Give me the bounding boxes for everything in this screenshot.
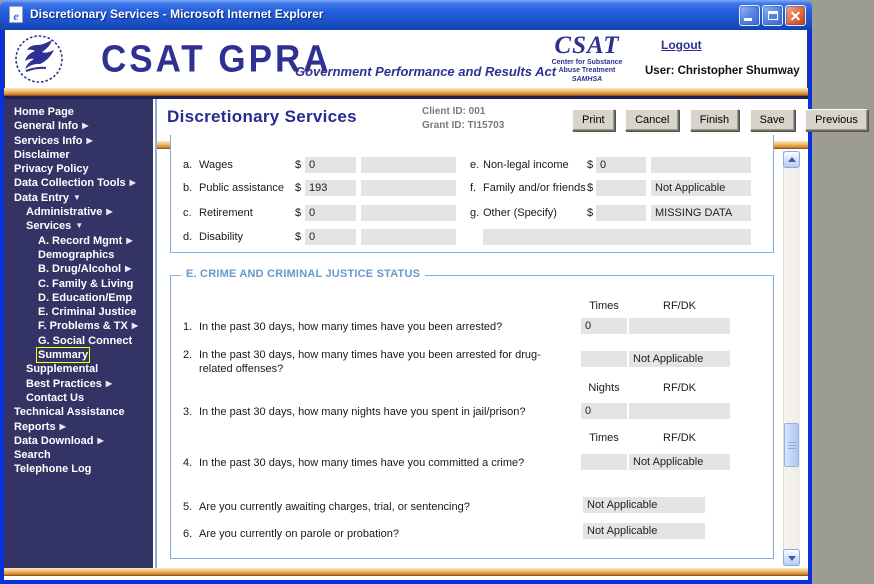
sidebar-item-disclaimer[interactable]: Disclaimer bbox=[14, 148, 70, 161]
submenu-arrow-icon: ▶ bbox=[82, 121, 89, 131]
previous-button[interactable]: Previous bbox=[805, 109, 868, 131]
scroll-up-button[interactable] bbox=[783, 151, 800, 168]
sidebar-item-supplemental[interactable]: Supplemental bbox=[26, 363, 99, 376]
client-id: Client ID: 001 bbox=[422, 106, 486, 117]
logout-link[interactable]: Logout bbox=[661, 38, 702, 52]
vertical-scrollbar[interactable] bbox=[783, 151, 800, 566]
retirement-label: Retirement bbox=[199, 207, 253, 219]
income-section: a. Wages $ 0 e. Non-legal income $ 0 b. Public assistance $ 193 f. Family and/or friends $ Not Applicable c. Retirement $ 0 g. Other (Specify) $ MISSING DATA d. Disability $ 0 bbox=[170, 135, 774, 253]
family-friends-label: Family and/or friends bbox=[483, 182, 586, 194]
scrollbar-thumb[interactable] bbox=[784, 423, 799, 467]
form-scroll-area bbox=[157, 149, 808, 568]
scroll-down-button[interactable] bbox=[783, 549, 800, 566]
bottom-divider-strip bbox=[4, 568, 808, 576]
public-assistance-amount-field[interactable]: 193 bbox=[305, 180, 356, 196]
dollar-sign: $ bbox=[587, 182, 594, 194]
sidebar-item-data-entry[interactable]: Data Entry ▼ bbox=[14, 191, 81, 204]
selected-nav-item: Summary bbox=[38, 349, 89, 362]
nights-column-header: Nights bbox=[588, 382, 620, 394]
other-specify-label: Other (Specify) bbox=[483, 207, 557, 219]
print-button[interactable]: Print bbox=[572, 109, 615, 131]
maximize-button[interactable] bbox=[762, 5, 783, 26]
public-assistance-label: Public assistance bbox=[199, 182, 284, 194]
minimize-icon bbox=[744, 18, 752, 21]
sidebar-nav bbox=[4, 99, 153, 568]
family-friends-amount-field[interactable] bbox=[596, 180, 646, 196]
retirement-rfdk-field[interactable] bbox=[361, 205, 456, 221]
submenu-arrow-icon: ▶ bbox=[129, 178, 136, 188]
sidebar-item-criminal-justice[interactable]: E. Criminal Justice bbox=[38, 306, 137, 319]
submenu-arrow-icon: ▶ bbox=[131, 321, 139, 331]
rfdk-column-header: RF/DK bbox=[663, 382, 696, 394]
window-title: Discretionary Services - Microsoft Internet Explorer bbox=[30, 7, 324, 21]
grant-id: Grant ID: TI15703 bbox=[422, 120, 505, 131]
client-grant-ids bbox=[422, 105, 504, 133]
arrested-times-field[interactable]: 0 bbox=[581, 318, 627, 334]
other-rfdk-field[interactable]: MISSING DATA bbox=[651, 205, 751, 221]
sidebar-item-problems-tx[interactable]: F. Problems & TX ▶ bbox=[38, 320, 139, 333]
wages-label: Wages bbox=[199, 159, 233, 171]
dollar-sign: $ bbox=[295, 159, 302, 171]
brand-tagline: Government Performance and Results Act bbox=[295, 64, 557, 79]
save-button[interactable]: Save bbox=[750, 109, 795, 131]
retirement-amount-field[interactable]: 0 bbox=[305, 205, 356, 221]
times-column-header: Times bbox=[589, 432, 619, 444]
sidebar-item-social-connect[interactable]: G. Social Connect bbox=[38, 334, 133, 347]
crime-section bbox=[170, 268, 774, 559]
jail-nights-field[interactable]: 0 bbox=[581, 403, 627, 419]
jail-nights-rfdk-field[interactable] bbox=[629, 403, 730, 419]
logged-in-user: User: Christopher Shumway bbox=[645, 65, 800, 77]
banner-divider-strip bbox=[4, 88, 808, 96]
submenu-arrow-icon: ▶ bbox=[105, 378, 112, 388]
rfdk-column-header: RF/DK bbox=[663, 300, 696, 312]
question-1: 1. In the past 30 days, how many times have you been arrested? bbox=[183, 321, 503, 333]
minimize-button[interactable] bbox=[739, 5, 760, 26]
sidebar-item-family-living[interactable]: C. Family & Living bbox=[38, 277, 134, 290]
dollar-sign: $ bbox=[295, 207, 302, 219]
nonlegal-income-amount-field[interactable]: 0 bbox=[596, 157, 646, 173]
hhs-eagle-logo bbox=[13, 33, 65, 85]
nonlegal-income-rfdk-field[interactable] bbox=[651, 157, 751, 173]
disability-label: Disability bbox=[199, 231, 244, 243]
csat-samhsa-logo: CSAT Center for Substance Abuse Treatment SAMHSA bbox=[551, 32, 623, 83]
sidebar-item-record-mgmt[interactable]: A. Record Mgmt ▶ bbox=[38, 234, 133, 247]
sidebar-item-education-emp[interactable]: D. Education/Emp bbox=[38, 291, 133, 304]
main-region bbox=[4, 96, 858, 568]
maximize-icon bbox=[768, 11, 778, 20]
sidebar-item-best-practices[interactable]: Best Practices ▶ bbox=[26, 377, 112, 390]
action-button-row bbox=[572, 109, 874, 131]
dollar-sign: $ bbox=[295, 231, 302, 243]
cancel-button[interactable]: Cancel bbox=[625, 109, 679, 131]
dollar-sign: $ bbox=[587, 207, 594, 219]
times-column-header: Times bbox=[589, 300, 619, 312]
thumb-grip-icon bbox=[788, 442, 796, 450]
question-3: 3. In the past 30 days, how many nights have you spent in jail/prison? bbox=[183, 406, 526, 418]
family-friends-rfdk-field[interactable]: Not Applicable bbox=[651, 180, 751, 196]
sidebar-item-data-download[interactable]: Data Download ▶ bbox=[14, 434, 104, 447]
dollar-sign: $ bbox=[295, 182, 302, 194]
sidebar-item-demographics[interactable]: Demographics bbox=[38, 248, 115, 261]
submenu-arrow-icon: ▶ bbox=[106, 207, 113, 217]
close-button[interactable] bbox=[785, 5, 806, 26]
submenu-arrow-icon: ▶ bbox=[125, 264, 132, 274]
sidebar-item-search[interactable]: Search bbox=[14, 449, 51, 462]
wages-rfdk-field[interactable] bbox=[361, 157, 456, 173]
sidebar-item-telephone-log[interactable]: Telephone Log bbox=[14, 463, 92, 476]
other-amount-field[interactable] bbox=[596, 205, 646, 221]
sidebar-item-administrative[interactable]: Administrative ▶ bbox=[26, 206, 113, 219]
drug-arrests-rfdk-field[interactable]: Not Applicable bbox=[629, 351, 730, 367]
question-2: 2. In the past 30 days, how many times have you been arrested for drug-related offenses? bbox=[183, 349, 541, 375]
rfdk-column-header: RF/DK bbox=[663, 432, 696, 444]
nonlegal-income-label: Non-legal income bbox=[483, 159, 569, 171]
question-5: 5. Are you currently awaiting charges, trial, or sentencing? bbox=[183, 501, 470, 513]
public-assistance-rfdk-field[interactable] bbox=[361, 180, 456, 196]
submenu-expanded-icon: ▼ bbox=[75, 221, 84, 231]
submenu-arrow-icon: ▶ bbox=[59, 421, 66, 431]
wages-amount-field[interactable]: 0 bbox=[305, 157, 356, 173]
dollar-sign: $ bbox=[587, 159, 594, 171]
browser-viewport bbox=[4, 30, 858, 580]
crimes-times-field[interactable] bbox=[581, 454, 627, 470]
chevron-up-icon bbox=[788, 157, 796, 162]
sidebar-item-privacy-policy[interactable]: Privacy Policy bbox=[14, 163, 89, 176]
sidebar-item-home-page[interactable]: Home Page bbox=[14, 106, 74, 118]
content-panel bbox=[155, 99, 858, 568]
question-4: 4. In the past 30 days, how many times have you committed a crime? bbox=[183, 457, 525, 469]
sidebar-item-data-collection-tools[interactable]: Data Collection Tools ▶ bbox=[14, 177, 136, 190]
submenu-arrow-icon: ▶ bbox=[97, 435, 104, 445]
crimes-rfdk-field[interactable]: Not Applicable bbox=[629, 454, 730, 470]
submenu-arrow-icon: ▶ bbox=[126, 235, 133, 245]
brand-logotype: CSAT GPRA bbox=[101, 38, 332, 81]
arrested-rfdk-field[interactable] bbox=[629, 318, 730, 334]
submenu-arrow-icon: ▶ bbox=[86, 135, 93, 145]
finish-button[interactable]: Finish bbox=[690, 109, 739, 131]
sidebar-item-drug-alcohol[interactable]: B. Drug/Alcohol ▶ bbox=[38, 263, 132, 276]
sidebar-item-reports[interactable]: Reports ▶ bbox=[14, 420, 66, 433]
title-bar[interactable] bbox=[0, 0, 812, 30]
disability-amount-field[interactable]: 0 bbox=[305, 229, 356, 245]
page-title: Discretionary Services bbox=[167, 107, 357, 126]
sidebar-item-contact-us[interactable]: Contact Us bbox=[26, 391, 85, 404]
disability-rfdk-field[interactable] bbox=[361, 229, 456, 245]
other-specify-text-field[interactable] bbox=[483, 229, 751, 245]
ie-document-icon: e bbox=[9, 6, 23, 23]
crime-section-legend: E. CRIME AND CRIMINAL JUSTICE STATUS bbox=[181, 268, 425, 280]
chevron-down-icon bbox=[788, 556, 796, 561]
sidebar-item-services-info[interactable]: Services Info ▶ bbox=[14, 134, 93, 147]
sidebar-item-technical-assistance[interactable]: Technical Assistance bbox=[14, 406, 125, 419]
drug-arrests-times-field[interactable] bbox=[581, 351, 627, 367]
sidebar-item-general-info[interactable]: General Info ▶ bbox=[14, 120, 89, 133]
sidebar-item-summary[interactable] bbox=[4, 348, 153, 362]
sidebar-item-services[interactable]: Services ▼ bbox=[26, 220, 84, 233]
awaiting-charges-field[interactable]: Not Applicable bbox=[583, 497, 705, 513]
site-banner bbox=[4, 30, 808, 88]
parole-probation-field[interactable]: Not Applicable bbox=[583, 523, 705, 539]
question-6: 6. Are you currently on parole or probation? bbox=[183, 528, 399, 540]
submenu-expanded-icon: ▼ bbox=[73, 192, 81, 202]
